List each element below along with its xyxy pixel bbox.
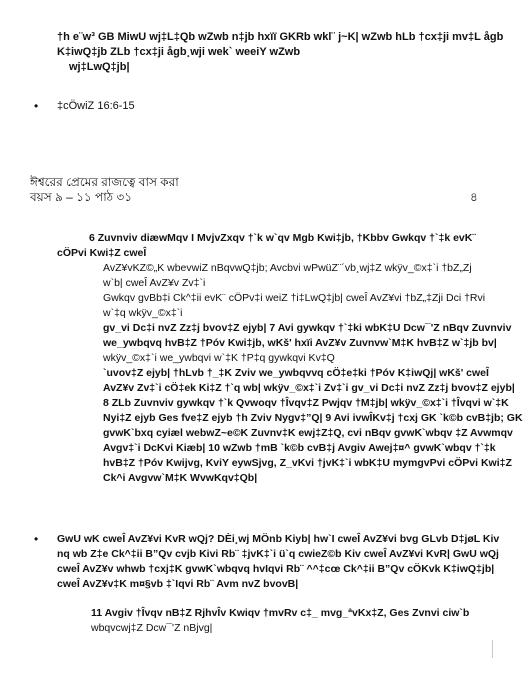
verse-line: hvB‡Z †Póv Kwijvg, KviY eywSjvg, Z_vKvi †jvK‡`i wbK‡U mymgvPvi cÖPvi Kwi‡Z xyxy=(103,457,512,469)
verse-line: 6 Zuvnviv diæwMqv I MvjvZxqv †`k w`qv Mgb Kwi‡jb, †Kbbv Gwkqv †`‡k evK¨ xyxy=(89,232,476,244)
bullet-marker: • xyxy=(34,99,39,113)
verse-line: w`b| cweÎ AvZ¥v Zv‡`i xyxy=(103,277,206,289)
bullet-marker: • xyxy=(34,532,39,546)
verse-paragraph xyxy=(57,231,527,486)
intro-line: K‡iwQ‡jb ZLb †cx‡ji ågb¸wji wek` weeiY wZwb xyxy=(57,46,301,58)
question-line: GwU wK cweÎ AvZ¥vi KvR wQj? DÈi¸wj MÖnb Kiyb| hw`I cweÎ AvZ¥vi bvg GLvb D‡jøL Kiv xyxy=(57,533,500,545)
verse-line: 8 ZLb Zuvnviv gywkqv †`k Qvwoqv †Îvqv‡Z Pwjqv †M‡jb| wkÿv_©x‡`i †Îvqvi w`‡K xyxy=(103,397,509,409)
verse-line: Ck^i Avgvw`M‡K WvwKqv‡Qb| xyxy=(103,472,258,484)
lesson-title: ঈশ্বরের প্রেমের রাজত্বে বাস করা xyxy=(30,175,179,189)
scripture-reference: ‡cÖwiZ 16:6-15 xyxy=(57,100,135,112)
verse-line: we_ywbqvq hvB‡Z †Póv Kwi‡jb, wKš' hxïi AvZ¥v Zuvnvw`M‡K hvB‡Z w`‡jb bv| xyxy=(103,337,497,349)
verse-line: wbqvcwj‡Z Dcw¯'Z nBjvg| xyxy=(91,622,213,634)
intro-paragraph xyxy=(57,30,527,75)
intro-line: wj‡LwQ‡jb| xyxy=(69,61,130,73)
question-line: cweÎ AvZ¥v‡K m¤§vb ‡`Iqvi Rb¨ Avm nvZ bvovB| xyxy=(57,578,299,590)
verse-line: AvZ¥vKZ©„K wbevwiZ nBqvwQ‡jb; Avcbvi wPwüZ¨´vb¸wj‡Z wkÿv_©x‡`i †bZ„Zj xyxy=(103,262,472,274)
page-number: ৪ xyxy=(470,190,478,204)
verse-line: Avgv‡`i DcKvi Kiæb| 10 wZwb †mB `k©b cvB‡j Avgiv Awej‡¤^ gvwK`wbqv †`‡k xyxy=(103,442,496,454)
verse-line: w`‡q wkÿv_©x‡`i xyxy=(103,307,183,319)
question-line: nq wb Z‡e Ck^‡ii B”Qv cvjb Kivi Rb¨ ‡jvK‡`i ü`q cwieZ©b Kiv cweÎ AvZ¥vi KvR| GwU wQj xyxy=(57,548,499,560)
verse-line: gvwK`bxq cyiæl webwZ~e©K Zuvnv‡K ewj‡Z‡Q, cvi nBqv gvwK`wbqv ‡Z Avwmqv xyxy=(103,427,513,439)
verse-line: gv_vi Dc‡i nvZ Zz‡j bvov‡Z ejyb| 7 Avi gywkqv †`‡ki wbK‡U Dcw¯'Z nBqv Zuvnviv xyxy=(103,322,512,334)
verse-line: 11 Avgiv †Îvqv nB‡Z RjhvÎv Kwiqv †mvRv c‡_ mvg_ªvKx‡Z, Ges Zvnvi ciw`b xyxy=(91,607,470,619)
lesson-age-label: বয়স ৯ – ১১ পাঠ ৩১ xyxy=(30,190,133,204)
closing-verse xyxy=(91,606,521,636)
intro-line: †h e¨w³ GB MiwU wj‡L‡Qb wZwb n‡jb hxïï GKRb wkl¨ j~K| wZwb hLb †cx‡ji mv‡L ågb xyxy=(57,31,504,43)
verse-line: Nyi‡Z ejyb Ges fve‡Z ejyb †h Zviv Nygv‡”Q| 9 Avi ivwÎKv‡j †cxj GK `k©b cvB‡jb; GK xyxy=(103,412,523,424)
verse-line: `uvov‡Z ejyb| †hLvb †_‡K Zviv we_ywbqvvq cÖ‡e‡ki †Póv K‡iwQj| wKš' cweÎ xyxy=(103,367,489,379)
verse-line: AvZ¥v Zv‡`i cÖ‡ek Ki‡Z †`q wb| wkÿv_©x‡`i Zv‡`i gv_vi Dc‡i nvZ Zz‡j bvov‡Z ejyb| xyxy=(103,382,515,394)
verse-line: Gwkqv gvBb‡i Ck^‡ii evK¨ cÖPv‡i weiZ †i‡LwQ‡jb| cweÎ AvZ¥vi †bZ„‡Zji Dci †Rvi xyxy=(103,292,486,304)
verse-line: cÖPvi Kwi‡Z cweÎ xyxy=(57,247,147,259)
question-paragraph xyxy=(57,532,527,592)
verse-line: wkÿv_©x‡`i we_ywbqvi w`‡K †P‡q gywkqvi Kv‡Q xyxy=(103,352,335,364)
page-edge-marker xyxy=(492,640,493,658)
question-line: cweÎ AvZ¥v whwb †cxj‡K gvwK`wbqvq hvIqvi Rb¨ ^^‡cœ Ck^‡ii B”Qv cÖKvk K‡iwQ‡jb| xyxy=(57,563,495,575)
